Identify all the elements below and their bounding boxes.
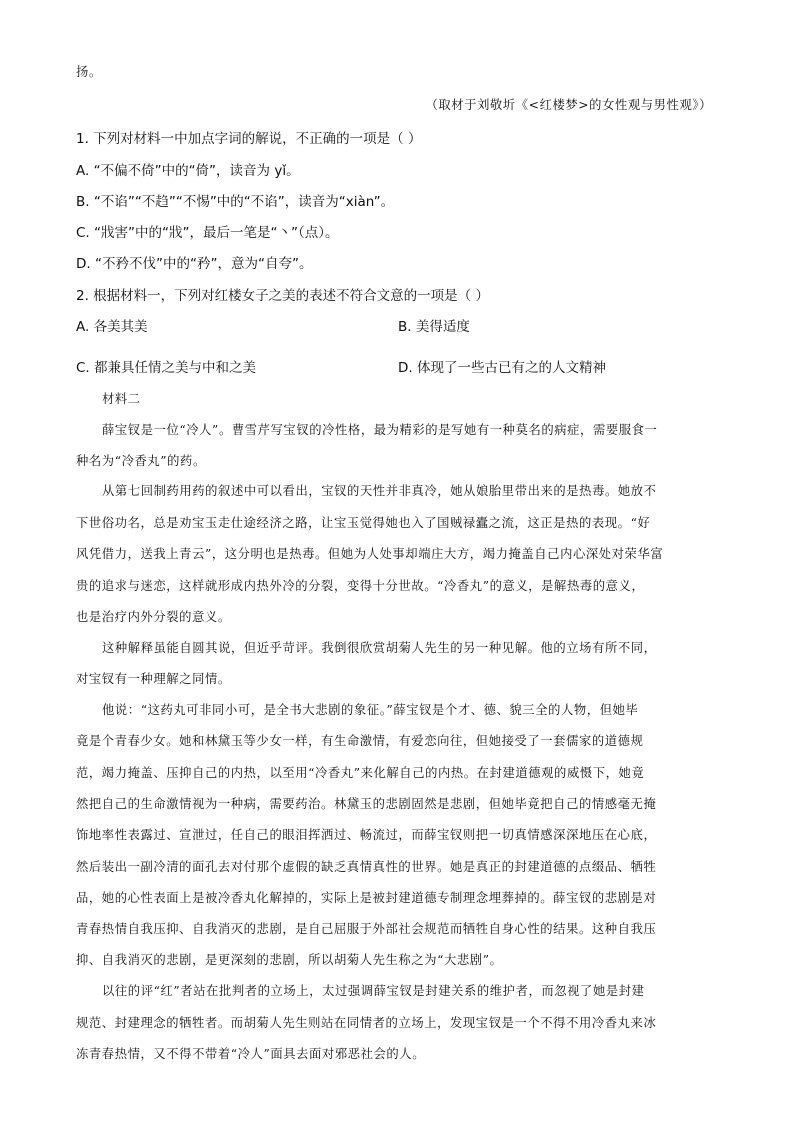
paragraph-line: 范，竭力掩盖、压抑自己的内热，以至用“冷香丸”来化解自己的内热。在封建道德观的威慑下，她竟 (76, 766, 645, 780)
paragraph-line: 以往的评“红”者站在批判者的立场上，太过强调薛宝钗是封建关系的维护者，而忽视了她是封建 (102, 984, 645, 998)
paragraph-line: 贵的追求与迷恋，这样就形成内热外冷的分裂，变得十分世故。“冷香丸”的意义，是解热毒的意义， (76, 579, 645, 593)
question-2-stem: 2. 根据材料一，下列对红楼女子之美的表述不符合文意的一项是（ ） (76, 288, 489, 304)
paragraph-line: 抑、自我消灭的悲剧，是更深刻的悲剧，所以胡菊人先生称之为“大悲剧”。 (76, 953, 503, 967)
paragraph-line: 也是治疗内外分裂的意义。 (76, 610, 231, 624)
paragraph-line: 然把自己的生命激情视为一种病，需要药治。林黛玉的悲剧固然是悲剧，但她毕竟把自己的情感毫无掩 (76, 797, 657, 811)
paragraph-line: 规范、封建理念的牺牲者。而胡菊人先生则站在同情者的立场上，发现宝钗是一个不得不用冷香丸来冰 (76, 1016, 657, 1030)
paragraph-line: 对宝钗有一种理解之同情。 (76, 672, 231, 686)
paragraph-line: 他说：“这药丸可非同小可，是全书大悲剧的象征。”薛宝钗是个才、德、貌三全的人物，但她毕 (102, 703, 639, 717)
question-1-option-b: B. “不谄”“不趋”“不惕”中的“不谄”，读音为“xiàn”。 (76, 194, 395, 210)
paragraph-line: 风凭借力，送我上青云”，这分明也是热毒。但她为人处事却端庄大方，竭力掩盖自己内心深处对荣华富 (76, 547, 664, 561)
paragraph-line: 然后装出一副冷清的面孔去对付那个虚假的缺乏真情真性的世界。她是真正的封建道德的点缀品、牺牲 (76, 860, 657, 874)
paragraph-line: 冻青春热情，又不得不带着“冷人”面具去面对邪恶社会的人。 (76, 1047, 426, 1061)
question-2-option-c: C. 都兼具任情之美与中和之美 (76, 360, 257, 376)
question-1-stem: 1. 下列对材料一中加点字词的解说，不正确的一项是（ ） (76, 131, 422, 147)
question-1-option-d: D. “不矜不伐”中的“矜”，意为“自夸”。 (76, 256, 313, 272)
question-2-option-d: D. 体现了一些古已有之的人文精神 (398, 360, 606, 376)
material-two-heading: 材料二 (102, 392, 141, 406)
question-2-option-b: B. 美得适度 (398, 319, 470, 335)
paragraph-line: 竟是个青春少女。她和林黛玉等少女一样，有生命激情，有爱恋向往，但她接受了一套儒家的道德规 (76, 734, 644, 748)
question-1-option-a: A. “不偏不倚”中的“倚”，读音为 yǐ。 (76, 163, 300, 179)
source-citation: （取材于刘敬圻《<红楼梦>的女性观与男性观》） (425, 98, 712, 112)
paragraph-line: 这种解释虽能自圆其说，但近乎苛评。我倒很欣赏胡菊人先生的另一种见解。他的立场有所不同， (102, 641, 657, 655)
passage-one-tail: 扬。 (76, 65, 102, 79)
paragraph-line: 饰地率性表露过、宣泄过，任自己的眼泪挥洒过、畅流过，而薛宝钗则把一切真情感深深地压在心底， (76, 828, 657, 842)
paragraph-line: 种名为“冷香丸”的药。 (76, 454, 206, 468)
question-1-option-c: C. “戕害”中的“戕”，最后一笔是“丶”（点）。 (76, 225, 339, 241)
paragraph-line: 薛宝钗是一位“冷人”。曹雪芹写宝钗的冷性格，最为精彩的是写她有一种莫名的病症，需要服食一 (102, 423, 658, 437)
paragraph-line: 从第七回制药用药的叙述中可以看出，宝钗的天性并非真冷，她从娘胎里带出来的是热毒。她放不 (102, 484, 657, 498)
question-2-option-a: A. 各美其美 (76, 319, 148, 335)
paragraph-line: 品，她的心性表面上是被冷香丸化解掉的，实际上是被封建道德专制理念埋葬掉的。薛宝钗的悲剧是对 (76, 891, 657, 905)
paragraph-line: 青春热情自我压抑、自我消灭的悲剧，是自己屈服于外部社会规范而牺牲自身心性的结果。这种自我压 (76, 922, 657, 936)
paragraph-line: 下世俗功名，总是劝宝玉走仕途经济之路，让宝玉觉得她也入了国贼禄蠹之流，这正是热的表现。“好 (76, 516, 651, 530)
